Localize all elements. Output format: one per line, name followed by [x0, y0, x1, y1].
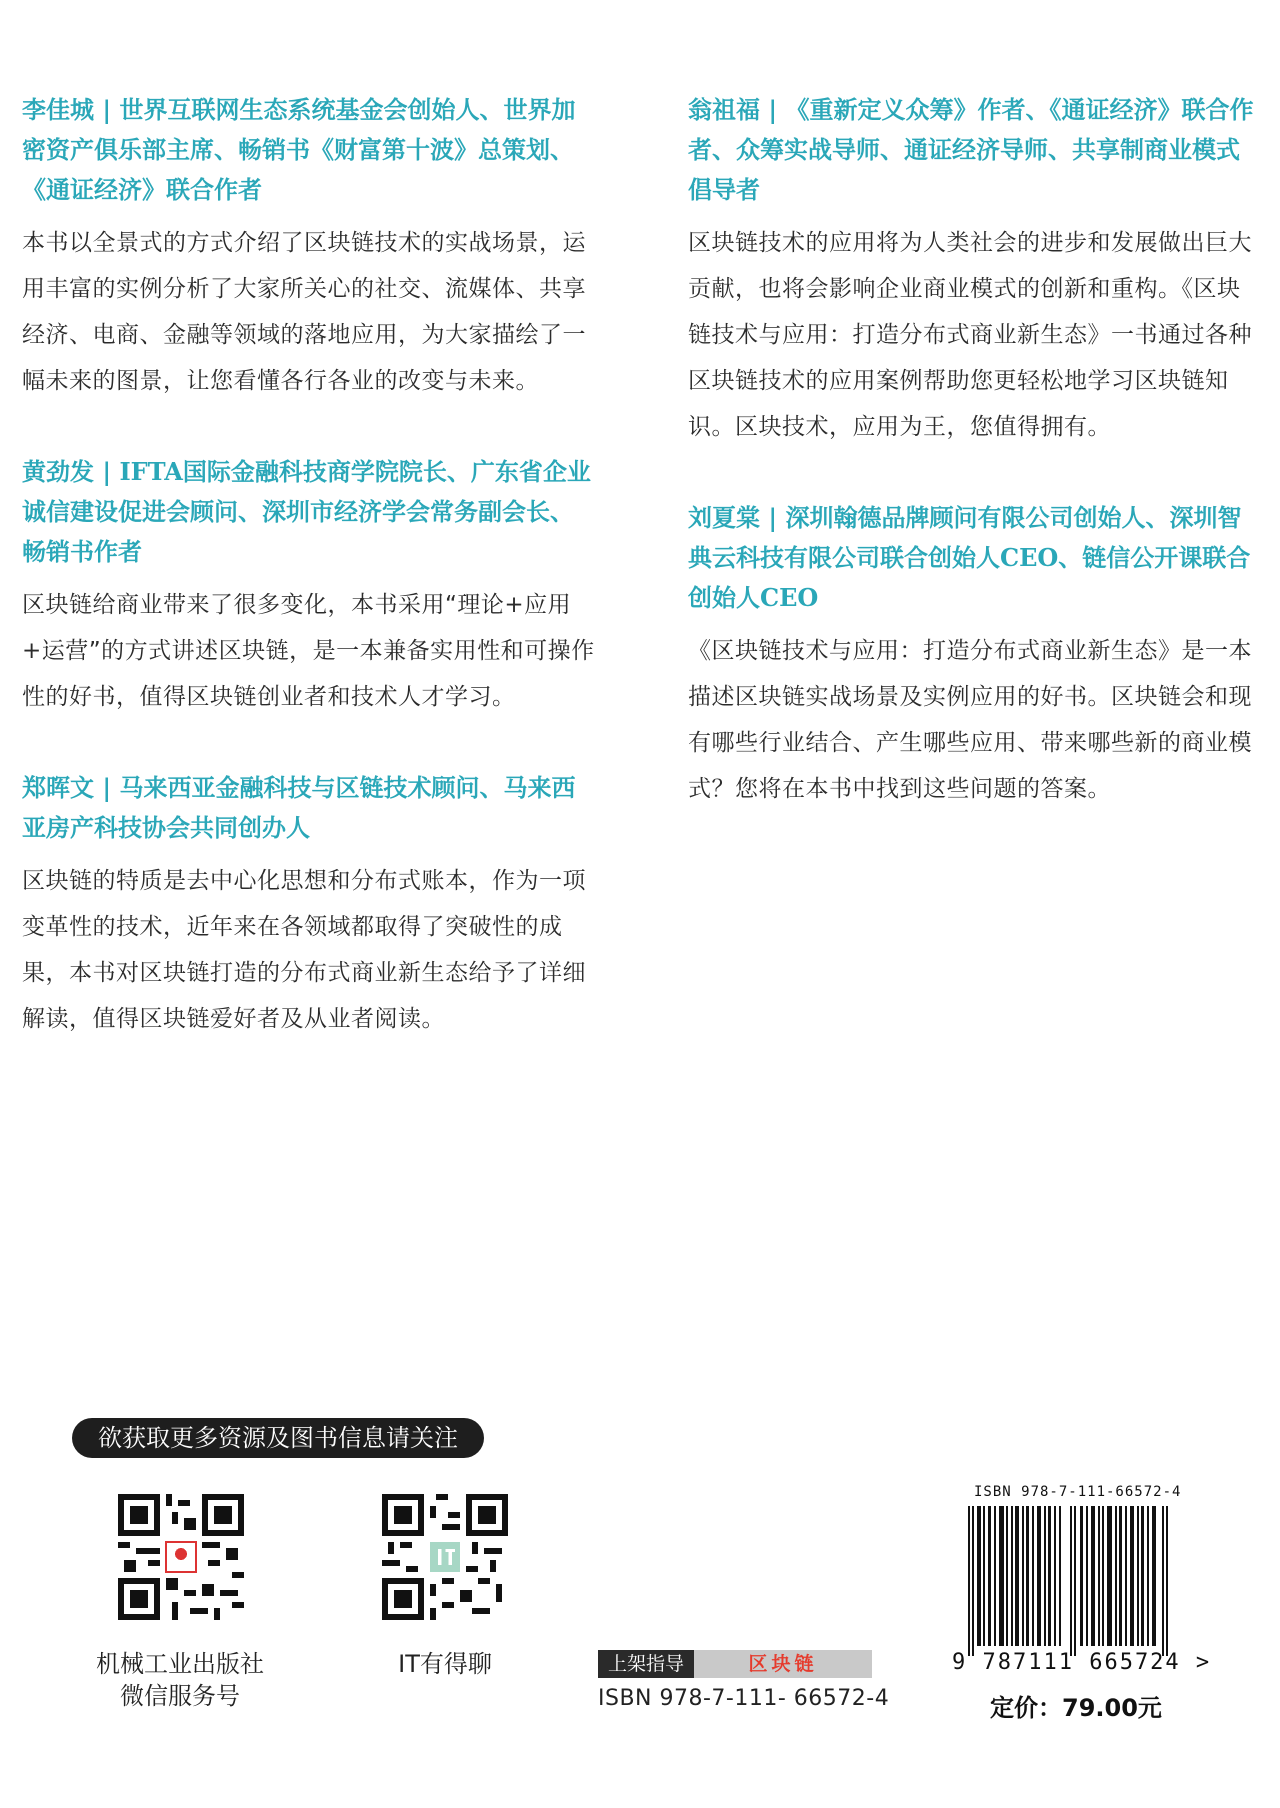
follow-banner: 欲获取更多资源及图书信息请关注	[72, 1418, 484, 1458]
qr-code-it[interactable]	[382, 1494, 508, 1620]
isbn-line: ISBN 978-7-111- 66572-4	[598, 1686, 890, 1711]
endorsement-text: 区块链的特质是去中心化思想和分布式账本，作为一项变革性的技术，近年来在各领域都取得了突破性的成果，本书对区块链打造的分布式商业新生态给予了详细解读，值得区块链爱好者及从业者阅读。	[22, 868, 586, 1032]
endorsement	[688, 498, 1263, 812]
qr-code-icon	[118, 1494, 244, 1620]
shelf-guide-value: 区块链	[694, 1650, 872, 1678]
endorser-heading: 黄劲发 | IFTA国际金融科技商学院院长、广东省企业诚信建设促进会顾问、深圳市经济学会常务副会长、畅销书作者	[22, 457, 591, 566]
endorsement-text: 本书以全景式的方式介绍了区块链技术的实战场景，运用丰富的实例分析了大家所关心的社交、流媒体、共享经济、电商、金融等领域的落地应用，为大家描绘了一幅未来的图景，让您看懂各行各业的改变与未来。	[22, 230, 586, 394]
endorsement	[688, 90, 1263, 450]
endorsement	[22, 90, 597, 404]
endorser-heading: 翁祖福 | 《重新定义众筹》作者、《通证经济》联合作者、众筹实战导师、通证经济导师、共享制商业模式倡导者	[688, 95, 1254, 204]
price: 定价：79.00元	[990, 1694, 1162, 1722]
shelf-guide-key: 上架指导	[598, 1650, 694, 1678]
endorser-heading: 郑晖文 | 马来西亚金融科技与区链技术顾问、马来西亚房产科技协会共同创办人	[22, 773, 576, 842]
barcode-isbn-text: ISBN 978-7-111-66572-4	[974, 1484, 1182, 1500]
qr-label-cmp: 机械工业出版社 微信服务号	[96, 1650, 264, 1710]
endorsement	[22, 452, 597, 720]
barcode-digits: 9 787111 665724 >	[952, 1650, 1212, 1675]
qr-code-cmp[interactable]	[118, 1494, 244, 1620]
endorsement-text: 区块链给商业带来了很多变化，本书采用“理论+应用+运营”的方式讲述区块链，是一本兼备实用性和可操作性的好书，值得区块链创业者和技术人才学习。	[22, 592, 595, 710]
left-column	[22, 90, 597, 1090]
endorser-heading: 李佳城 | 世界互联网生态系统基金会创始人、世界加密资产俱乐部主席、畅销书《财富第十波》总策划、《通证经济》联合作者	[22, 95, 576, 204]
endorsement-text: 《区块链技术与应用：打造分布式商业新生态》是一本描述区块链实战场景及实例应用的好书。区块链会和现有哪些行业结合、产生哪些应用、带来哪些新的商业模式？您将在本书中找到这些问题的答案。	[688, 638, 1252, 802]
right-column	[688, 90, 1263, 860]
qr-label-it: IT有得聊	[398, 1650, 492, 1678]
endorsement	[22, 768, 597, 1042]
endorser-heading: 刘夏棠 | 深圳翰德品牌顾问有限公司创始人、深圳智典云科技有限公司联合创始人CEO、链信公开课联合创始人CEO	[688, 503, 1251, 612]
qr-code-icon	[382, 1494, 508, 1620]
shelf-guide	[598, 1650, 872, 1678]
endorsement-text: 区块链技术的应用将为人类社会的进步和发展做出巨大贡献，也将会影响企业商业模式的创新和重构。《区块链技术与应用：打造分布式商业新生态》一书通过各种区块链技术的应用案例帮助您更轻松地学习区块链知识。区块技术，应用为王，您值得拥有。	[688, 230, 1252, 440]
barcode-icon	[968, 1506, 1178, 1656]
